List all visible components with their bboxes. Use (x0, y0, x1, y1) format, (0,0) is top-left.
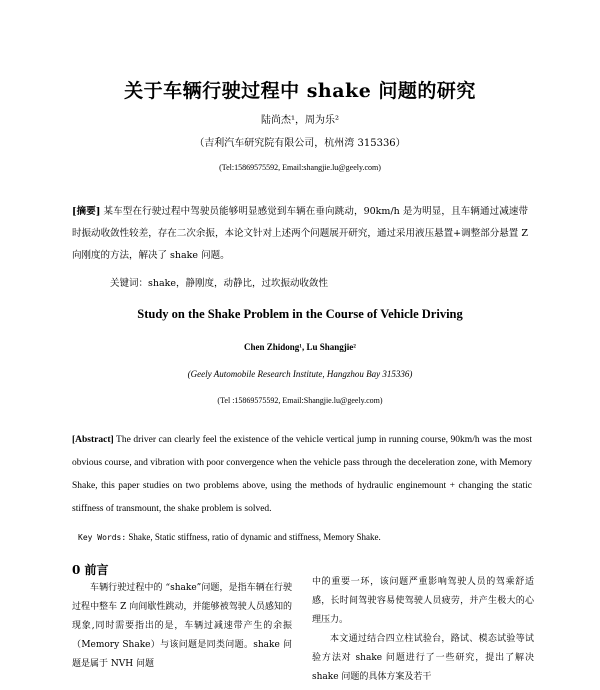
paper-title-en: Study on the Shake Problem in the Course of Vehicle Driving (137, 307, 463, 321)
authors-cn: 陆尚杰¹，周为乐² (260, 115, 340, 126)
contact-cn: (Tel:15869575592, Email:shangjie.lu@geely.com) (219, 163, 381, 172)
authors-en: Chen Zhidong¹, Lu Shangjie² (244, 342, 356, 352)
keywords-cn: 关键词：shake，静刚度，动静比，过坎振动收敛性 (110, 278, 329, 289)
affiliation-en: (Geely Automobile Research Institute, Hangzhou Bay 315336) (187, 369, 413, 379)
body-right-paragraph-1: 中的重要一环，该问题严重影响驾驶人员的驾乘舒适感，长时间驾驶容易使驾驶人员疲劳，并产生极大的心理压力。 (312, 577, 534, 625)
body-left-column: 车辆行驶过程中的 “shake”问题，是指车辆在行驶过程中整车 Z 向间歇性跳动，并能够被驾驶人员感知的现象,同时需要指出的是，车辆过减速带产生的余振（Memory Shake）与该问题是同类问题。shake 问题是属于 NVH 问题 (72, 583, 292, 669)
abstract-en-tag: [Abstract] (72, 435, 114, 445)
keywords-en (78, 532, 381, 542)
keywords-en-text: Shake, Static stiffness, ratio of dynamic and stiffness, Memory Shake. (128, 532, 381, 542)
contact-en: (Tel :15869575592, Email:Shangjie.lu@geely.com) (217, 396, 383, 405)
abstract-en (72, 429, 532, 521)
body-right-column (312, 573, 534, 687)
body-right-paragraph-2: 本文通过结合四立柱试验台，路试、模态试验等试验方法对 shake 问题进行了一些研究，提出了解决 shake 问题的具体方案及若干 (312, 634, 534, 682)
abstract-cn (72, 201, 528, 267)
section-heading-intro: 0 前言 (72, 563, 109, 577)
abstract-en-text: The driver can clearly feel the existence of the vehicle vertical jump in running course, 90km/h was the most obvious course, and vibration with poor convergence when the vehicle pass through the deceleration zone, with Memory Shake, this paper studies on two problems above, using the methods of hydraulic enginemount + changing the static stiffness of transmount, the shake problem is solved. (72, 435, 532, 514)
paper-title-cn: 关于车辆行驶过程中 shake 问题的研究 (124, 80, 476, 102)
keywords-en-tag: Key Words: (78, 533, 127, 542)
abstract-cn-tag: [摘要] (72, 206, 101, 217)
abstract-cn-text: 某车型在行驶过程中驾驶员能够明显感觉到车辆在垂向跳动，90km/h 是为明显，且车辆通过减速带时振动收敛性较差，存在二次余振，本论文针对上述两个问题展开研究，通过采用液压悬置+调整部分悬置 Z 向刚度的方法，解决了 shake 问题。 (72, 206, 528, 261)
affiliation-cn: （吉利汽车研究院有限公司，杭州湾 315336） (194, 138, 406, 149)
